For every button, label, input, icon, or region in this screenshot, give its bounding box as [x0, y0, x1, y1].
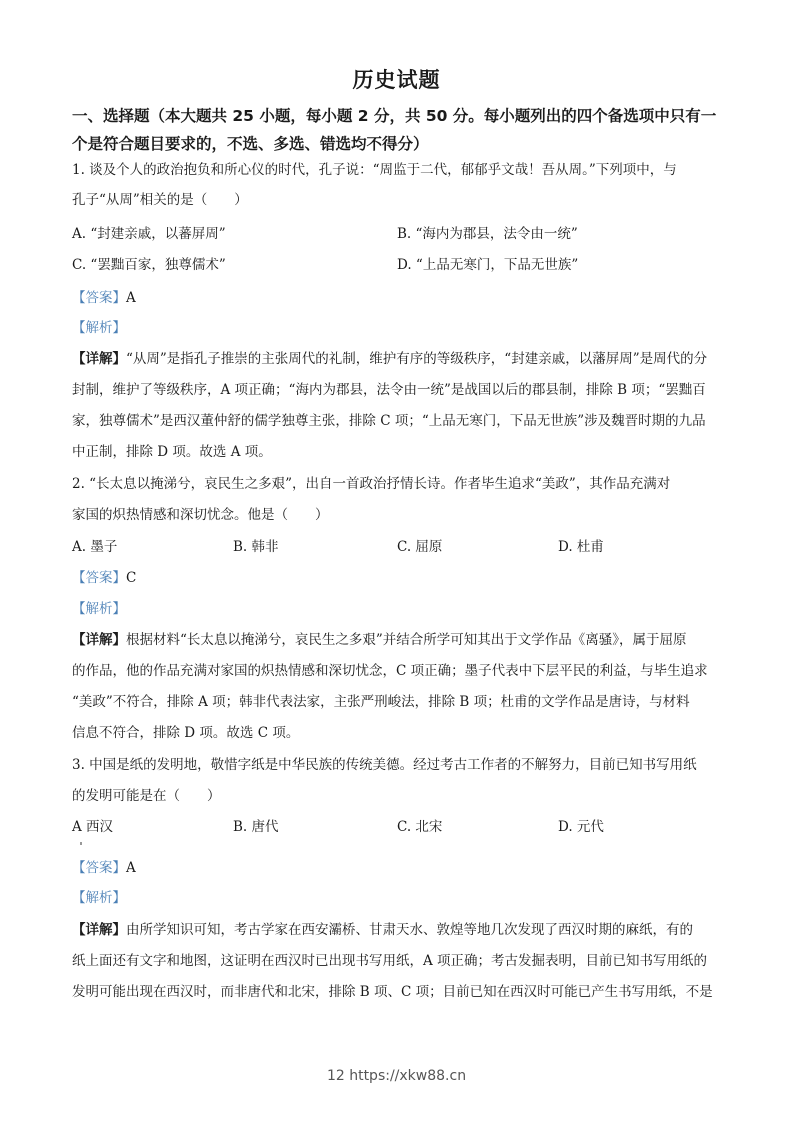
q3-analysis-label: 【解析】 [72, 890, 126, 906]
q1-option-c: C. “罢黜百家，独尊儒术” [72, 257, 226, 273]
q2-option-b: B. 韩非 [233, 539, 279, 555]
answer-label: 【答案】 [72, 570, 126, 586]
answer-label: 【答案】 [72, 290, 126, 306]
q2-detail-line3: “美政”不符合，排除 A 项；韩非代表法家，主张严刑峻法，排除 B 项；杜甫的文学作品是唐诗，与材料 [72, 694, 690, 710]
q1-detail-line3: 家，独尊儒术”是西汉董仲舒的儒学独尊主张，排除 C 项；“上品无寒门，下品无世族”涉及魏晋时期的九品 [72, 413, 706, 429]
q1-option-d: D. “上品无寒门，下品无世族” [397, 257, 579, 273]
q3-detail-line2: 纸上面还有文字和地图，这证明在西汉时已出现书写用纸，A 项正确；考古发掘表明，目前已知书写用纸的 [72, 953, 708, 969]
detail-label: 【详解】 [72, 922, 126, 938]
page-title: 历史试题 [352, 68, 441, 92]
answer-value: A [126, 290, 136, 306]
q3-option-b: B. 唐代 [233, 819, 279, 835]
q3-answer [72, 856, 732, 876]
section-heading: 一、选择题（本大题共 25 小题，每小题 2 分，共 50 分。每小题列出的四个备选项中只有一个是符合题目要求的，不选、多选、错选均不得分） [72, 107, 717, 153]
q2-analysis-label: 【解析】 [72, 601, 126, 617]
q1-stem-line2: 孔子“从周”相关的是（ ） [72, 192, 248, 208]
page-footer: 12 https://xkw88.cn [326, 1068, 467, 1084]
answer-value: A [126, 860, 136, 876]
q2-detail-line1: 【详解】根据材料“长太息以掩涕兮，哀民生之多艰”并结合所学可知其出于文学作品《离骚》，属于屈原 [72, 632, 687, 648]
q3-stem-line2: 的发明可能是在（ ） [72, 788, 221, 804]
stray-mark [80, 842, 82, 845]
q1-detail-line1: 【详解】“从周”是指孔子推崇的主张周代的礼制，维护有序的等级秩序，“封建亲戚，以藩屏周”是周代的分 [72, 351, 708, 367]
q2-stem-line2: 家国的炽热情感和深切忧念。他是（ ） [72, 507, 329, 523]
q2-detail-line2: 的作品，他的作品充满对家国的炽热情感和深切忧念，C 项正确；墨子代表中下层平民的利益，与毕生追求 [72, 663, 708, 679]
answer-value: C [126, 570, 137, 586]
q1-analysis-label: 【解析】 [72, 320, 126, 336]
q2-stem-line1: 2. “长太息以掩涕兮，哀民生之多艰”，出自一首政治抒情长诗。作者毕生追求“美政”，其作品充满对 [72, 476, 671, 492]
q2-option-d: D. 杜甫 [558, 539, 604, 555]
q3-detail-line1: 【详解】由所学知识可知，考古学家在西安灞桥、甘肃天水、敦煌等地几次发现了西汉时期的麻纸，有的 [72, 922, 693, 938]
q1-answer [72, 286, 732, 306]
q3-option-c: C. 北宋 [397, 819, 443, 835]
q2-detail-line4: 信息不符合，排除 D 项。故选 C 项。 [72, 725, 300, 741]
detail-label: 【详解】 [72, 351, 126, 367]
q2-answer [72, 566, 732, 586]
q1-detail-line4: 中正制，排除 D 项。故选 A 项。 [72, 444, 272, 460]
q3-option-a: A 西汉 [72, 819, 114, 835]
q1-option-b: B. “海内为郡县，法令由一统” [397, 226, 578, 242]
q3-detail-line3: 发明可能出现在西汉时，而非唐代和北宋，排除 B 项、C 项；目前已知在西汉时可能已产生书写用纸，不是 [72, 984, 713, 1000]
q3-option-d: D. 元代 [558, 819, 604, 835]
q1-detail-line2: 封制，维护了等级秩序，A 项正确；“海内为郡县，法令由一统”是战国以后的郡县制，排除 B 项；“罢黜百 [72, 382, 706, 398]
detail-label: 【详解】 [72, 632, 126, 648]
q1-option-a: A. “封建亲戚，以蕃屏周” [72, 226, 226, 242]
q2-option-a: A. 墨子 [72, 539, 118, 555]
q1-stem-line1: 1. 谈及个人的政治抱负和所心仪的时代，孔子说：“周监于二代，郁郁乎文哉！吾从周。”下列项中，与 [72, 162, 677, 178]
answer-label: 【答案】 [72, 860, 126, 876]
q2-option-c: C. 屈原 [397, 539, 443, 555]
q3-stem-line1: 3. 中国是纸的发明地，敬惜字纸是中华民族的传统美德。经过考古工作者的不解努力，目前已知书写用纸 [72, 757, 697, 773]
